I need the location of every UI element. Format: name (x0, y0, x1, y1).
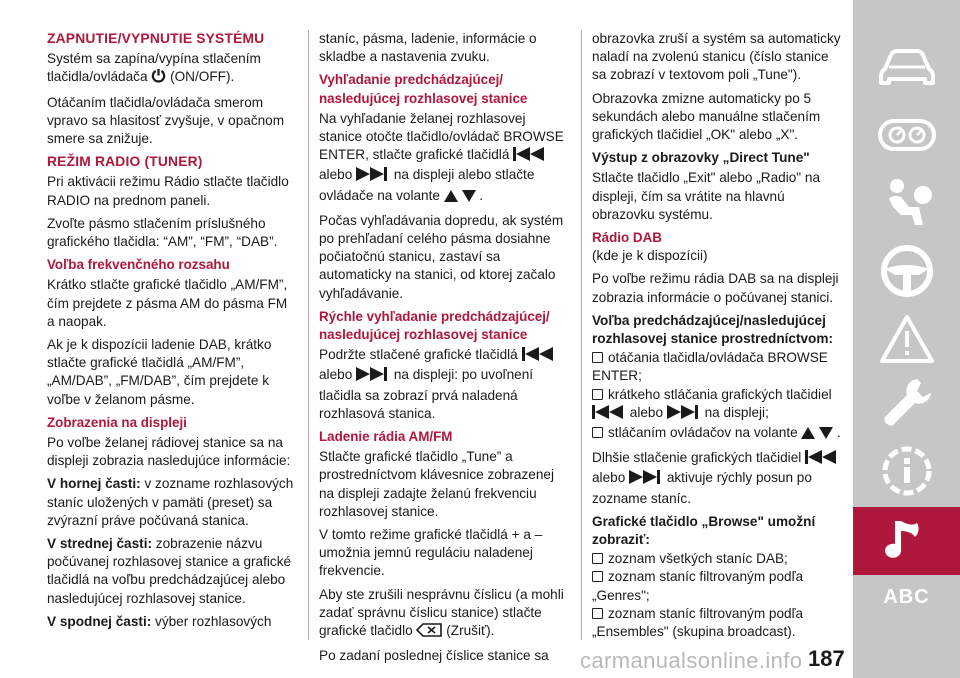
dashboard-icon[interactable] (853, 104, 960, 166)
paragraph: V tomto režime grafické tlačidlá + a – umožnia jemnú reguláciu naladenej frekvencie. (319, 527, 543, 579)
paragraph: V hornej časti: v zozname rozhlasových staníc uložených v pamäti (preset) sa zvýrazní práve počúvaná stanica. (47, 476, 294, 528)
next-icon (667, 405, 701, 424)
checkbox-bullet-icon (592, 571, 603, 582)
paragraph: (kde je k dispozícii) (592, 248, 708, 264)
info-icon[interactable] (853, 440, 960, 502)
paragraph: Počas vyhľadávania dopredu, ak systém po prehľadaní celého pásma dosiahne počiatočnú stanicu, zastaví sa automaticky na stanici, od ktorej začalo vyhľadávanie. (319, 212, 564, 301)
paragraph: obrazovka zruší a systém sa automaticky naladí na zvolenú stanicu (číslo stanice sa zobrazí v textovom poli „Tune"). (592, 31, 841, 83)
arrow-up-icon (801, 426, 815, 444)
music-note-icon[interactable] (853, 507, 960, 575)
paragraph: Na vyhľadanie želanej rozhlasovej stanice otočte tlačidlo/ovládač BROWSE ENTER, stlačte grafické tlačidlá alebo na displeji alebo stlačte ovládače na volante . (319, 110, 571, 207)
paragraph: Po zadaní poslednej číslice stanice sa (319, 648, 549, 664)
paragraph: V strednej časti: zobrazenie názvu počúvanej rozhlasovej stanice a grafické tlačidlá na voľbu predchádzajúcej alebo nasledujúcej rozhlasovej stanice. (47, 536, 292, 606)
paragraph: Systém sa zapína/vypína stlačením tlačidla/ovládača (ON/OFF). (47, 50, 297, 88)
heading-system-onoff: ZAPNUTIE/VYPNUTIE SYSTÉMU (47, 31, 265, 46)
watermark: carmanualsonline.info (580, 648, 803, 673)
paragraph: Aby ste zrušili nesprávnu číslicu (a mohli zadať správnu číslicu stanice) stlačte grafické tlačidlo (Zrušiť). (319, 586, 571, 643)
paragraph: Dlhšie stlačenie grafických tlačidiel alebo aktivuje rýchly posun po zozname staníc. (592, 449, 842, 508)
list-item: krátkeho stláčania grafických tlačidiel alebo na displeji; (592, 386, 842, 424)
list-item: zoznam všetkých staníc DAB; (592, 550, 842, 568)
previous-icon (522, 347, 556, 366)
next-icon (629, 470, 663, 489)
paragraph: Podržte stlačené grafické tlačidlá alebo na displeji: po uvoľnení tlačidla sa zobrazí prvá naladená rozhlasová stanica. (319, 346, 571, 423)
arrow-down-icon (462, 189, 476, 207)
paragraph: Po voľbe režimu rádia DAB sa na displeji zobrazia informácie o počúvanej stanici. (592, 271, 839, 305)
list-item: zoznam staníc filtrovaným podľa „Ensembles" (skupina broadcast). (592, 605, 804, 640)
next-icon (356, 167, 390, 186)
heading-search: Vyhľadanie predchádzajúcej/ nasledujúcej rozhlasovej stanice (319, 72, 528, 106)
steering-wheel-icon[interactable] (853, 240, 960, 302)
checkbox-bullet-icon (592, 608, 603, 619)
heading-am-fm-tuning: Ladenie rádia AM/FM (319, 429, 453, 445)
paragraph: V spodnej časti: výber rozhlasových (47, 613, 272, 629)
previous-icon (805, 450, 839, 469)
heading-frequency-range: Voľba frekvenčného rozsahu (47, 257, 230, 273)
column-divider (308, 30, 309, 640)
car-icon[interactable] (853, 36, 960, 98)
list-item: zoznam staníc filtrovaným podľa „Genres"; (592, 569, 804, 603)
checkbox-bullet-icon (592, 352, 603, 363)
bold-heading-selection: Voľba predchádzajúcej/nasledujúcej rozhlasovej stanice prostredníctvom: (592, 312, 833, 347)
power-icon (151, 68, 166, 88)
page-number: 187 (808, 646, 845, 671)
checkbox-bullet-icon (592, 389, 603, 400)
backspace-icon (416, 623, 442, 642)
column-divider (581, 30, 582, 640)
bold-heading-exit: Výstup z obrazovky „Direct Tune" (592, 150, 810, 166)
paragraph: Stlačte grafické tlačidlo „Tune” a prostredníctvom klávesnice zobrazenej na displeji zadajte želanú frekvenciu rozhlasovej stanice. (319, 449, 554, 519)
paragraph: staníc, pásma, ladenie, informácie o skladbe a nastavenia zvuku. (319, 31, 537, 65)
abc-index[interactable]: ABC (883, 586, 930, 608)
previous-icon (513, 147, 547, 166)
arrow-down-icon (819, 426, 833, 444)
paragraph: Zvoľte pásmo stlačením príslušného grafického tlačidla: “AM”, “FM”, “DAB”. (47, 215, 278, 250)
next-icon (356, 367, 390, 386)
arrow-up-icon (444, 189, 458, 207)
paragraph: Obrazovka zmizne automaticky po 5 sekundách alebo manuálne stlačením grafických tlačidiel „OK" alebo „X". (592, 90, 821, 143)
chapter-sidebar (853, 0, 960, 678)
column-middle (319, 30, 571, 671)
checkbox-bullet-icon (592, 427, 603, 438)
heading-display: Zobrazenia na displeji (47, 414, 187, 430)
list-item: stláčaním ovládačov na volante . (592, 424, 842, 444)
paragraph: Stlačte tlačidlo „Exit" alebo „Radio" na displeji, čím sa vrátite na hlavnú obrazovku systému. (592, 170, 821, 222)
bold-heading-browse: Grafické tlačidlo „Browse" umožní zobraziť: (592, 513, 816, 548)
paragraph: Po voľbe želanej rádiovej stanice sa na displeji zobrazia nasledujúce informácie: (47, 435, 291, 469)
list-item: otáčania tlačidla/ovládača BROWSE ENTER; (592, 350, 828, 384)
column-right (592, 30, 842, 641)
paragraph: Krátko stlačte grafické tlačidlo „AM/FM”, čím prejdete z pásma AM do pásma FM a naopak. (47, 277, 288, 329)
heading-dab-radio: Rádio DAB (592, 230, 662, 246)
paragraph: Ak je k dispozícii ladenie DAB, krátko stlačte grafické tlačidlá „AM/FM”, „AM/DAB”, „FM/DAB”, čím prejdete k voľbe v želanom pásme. (47, 337, 272, 407)
airbag-icon[interactable] (853, 172, 960, 234)
heading-radio-mode: REŽIM RADIO (TUNER) (47, 154, 203, 170)
column-left (47, 30, 297, 636)
paragraph: Otáčaním tlačidla/ovládača smerom vpravo sa hlasitosť zvyšuje, v opačnom smere sa znižuje. (47, 94, 285, 147)
heading-fast-search: Rýchle vyhľadanie predchádzajúcej/ nasledujúcej rozhlasovej stanice (319, 308, 550, 343)
paragraph: Pri aktivácii režimu Rádio stlačte tlačidlo RADIO na prednom paneli. (47, 174, 289, 208)
previous-icon (592, 405, 626, 424)
wrench-icon[interactable] (853, 372, 960, 434)
warning-icon[interactable] (853, 308, 960, 370)
checkbox-bullet-icon (592, 553, 603, 564)
